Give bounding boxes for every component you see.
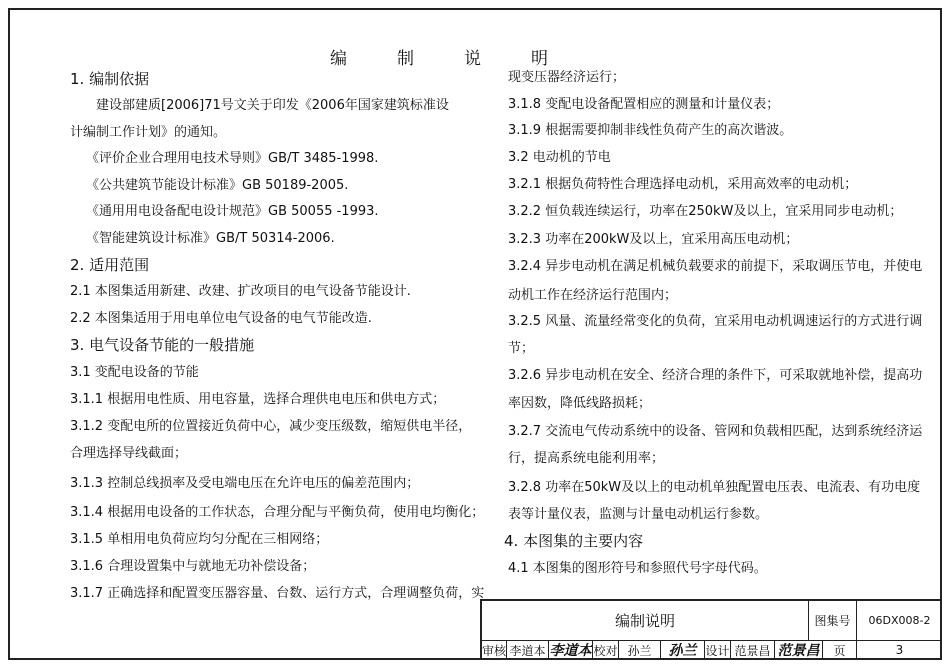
text-line: 2.2 本图集适用于用电单位电气设备的电气节能改造.	[70, 311, 372, 326]
title-block-row-1	[482, 601, 942, 641]
section-heading: 2. 适用范围	[70, 256, 150, 274]
text-line: 3.1.1 根据用电性质、用电容量，选择合理供电电压和供电方式；	[70, 392, 446, 407]
design-label: 设计	[704, 640, 730, 660]
reviewer-name: 李道本	[506, 640, 548, 660]
section-heading: 1. 编制依据	[70, 70, 150, 88]
review-label: 审核	[482, 643, 507, 658]
atlas-label: 图集号	[808, 601, 856, 640]
page-number: 3	[856, 640, 942, 660]
text-line: 节；	[508, 341, 535, 356]
title-char: 编	[330, 49, 347, 69]
text-line: 3.2 电动机的节电	[508, 150, 611, 165]
title-char: 明	[531, 49, 548, 69]
text-line: 《公共建筑节能设计标准》GB 50189-2005.	[86, 178, 349, 193]
text-line: 3.2.8 功率在50kW及以上的电动机单独配置电压表、电流表、有功电度	[508, 480, 921, 495]
text-line: 3.1.5 单相用电负荷应均匀分配在三相网络；	[70, 532, 329, 547]
text-line: 表等计量仪表，监测与计量电动机运行参数。	[508, 507, 769, 522]
text-line: 3.1.9 根据需要抑制非线性负荷产生的高次谐波。	[508, 123, 793, 138]
text-line: 3.2.7 交流电气传动系统中的设备、管网和负载相匹配，达到系统经济运	[508, 424, 923, 439]
text-line: 现变压器经济运行；	[508, 70, 626, 85]
designer-signature: 范景昌	[774, 640, 822, 660]
text-line: 行，提高系统电能利用率；	[508, 451, 665, 466]
text-line: 《智能建筑设计标准》GB/T 50314-2006.	[86, 231, 335, 246]
text-line: 3.2.5 风量、流量经常变化的负荷，宜采用电动机调速运行的方式进行调	[508, 314, 923, 329]
section-heading: 4. 本图集的主要内容	[504, 532, 644, 550]
text-line: 《通用用电设备配电设计规范》GB 50055 -1993.	[86, 204, 379, 219]
text-line: 3.2.6 异步电动机在安全、经济合理的条件下，可采取就地补偿，提高功	[508, 368, 923, 383]
text-line: 3.1.6 合理设置集中与就地无功补偿设备；	[70, 559, 316, 574]
text-line: 3.1.3 控制总线损率及受电端电压在允许电压的偏差范围内；	[70, 476, 420, 491]
text-line: 《评价企业合理用电技术导则》GB/T 3485-1998.	[86, 151, 379, 166]
checker-signature: 孙兰	[660, 640, 704, 660]
text-line: 3.1.4 根据用电设备的工作状态，合理分配与平衡负荷，使用电均衡化；	[70, 505, 485, 520]
check-label: 校对	[592, 640, 618, 660]
text-line: 3.1.8 变配电设备配置相应的测量和计量仪表；	[508, 97, 780, 112]
title-char: 制	[397, 49, 414, 69]
text-line: 4.1 本图集的图形符号和参照代号字母代码。	[508, 561, 767, 576]
text-line: 3.1.2 变配电所的位置接近负荷中心，减少变压级数，缩短供电半径，	[70, 419, 472, 434]
text-line: 动机工作在经济运行范围内；	[508, 288, 678, 303]
page-label: 页	[822, 640, 856, 660]
drawing-name: 编制说明	[614, 612, 675, 630]
text-line: 3.1.7 正确选择和配置变压器容量、台数、运行方式，合理调整负荷，实	[70, 586, 485, 601]
text-line: 2.1 本图集适用新建、改建、扩改项目的电气设备节能设计.	[70, 284, 411, 299]
text-line: 3.1 变配电设备的节能	[70, 365, 199, 380]
text-line: 率因数，降低线路损耗；	[508, 396, 652, 411]
text-line: 计编制工作计划》的通知。	[70, 125, 227, 140]
text-line: 3.2.3 功率在200kW及以上，宜采用高压电动机；	[508, 232, 799, 247]
text-line: 建设部建质[2006]71号文关于印发《2006年国家建筑标准设	[96, 98, 449, 113]
reviewer-signature: 李道本	[548, 640, 592, 660]
designer-name: 范景昌	[730, 640, 774, 660]
page-title	[330, 44, 598, 69]
text-line: 3.2.4 异步电动机在满足机械负载要求的前提下，采取调压节电，并使电	[508, 259, 923, 274]
title-char: 说	[464, 49, 481, 69]
section-heading: 3. 电气设备节能的一般措施	[70, 336, 255, 354]
checker-name: 孙兰	[618, 640, 660, 660]
text-line: 合理选择导线截面；	[70, 446, 188, 461]
atlas-number: 06DX008-2	[856, 601, 942, 640]
title-block	[480, 599, 942, 660]
text-line: 3.2.1 根据负荷特性合理选择电动机，采用高效率的电动机；	[508, 177, 858, 192]
text-line: 3.2.2 恒负载连续运行，功率在250kW及以上，宜采用同步电动机；	[508, 204, 903, 219]
